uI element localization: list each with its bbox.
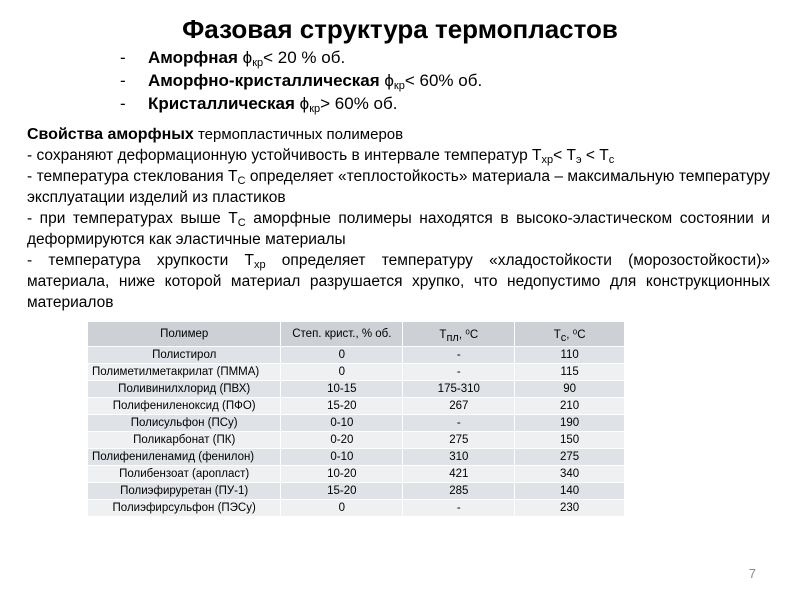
phase-list bbox=[120, 46, 482, 115]
cell-glass-temp: 275 bbox=[515, 449, 625, 466]
table-row bbox=[88, 483, 625, 500]
table-row bbox=[88, 449, 625, 466]
cell-polymer: Полибензоат (аропласт) bbox=[88, 466, 281, 483]
table-row bbox=[88, 364, 625, 381]
cell-crystallinity: 0 bbox=[281, 347, 403, 364]
cell-melting-temp: 421 bbox=[403, 466, 515, 483]
cell-melting-temp: 285 bbox=[403, 483, 515, 500]
cell-crystallinity: 10-20 bbox=[281, 466, 403, 483]
cell-glass-temp: 115 bbox=[515, 364, 625, 381]
properties-heading: Свойства аморфных термопластичных полимеров bbox=[27, 126, 404, 143]
cell-glass-temp: 150 bbox=[515, 432, 625, 449]
cell-melting-temp: 267 bbox=[403, 398, 515, 415]
table-row bbox=[88, 347, 625, 364]
cell-polymer: Полифениленоксид (ПФО) bbox=[88, 398, 281, 415]
cell-crystallinity: 15-20 bbox=[281, 398, 403, 415]
cell-melting-temp: 275 bbox=[403, 432, 515, 449]
page-number: 7 bbox=[748, 566, 756, 581]
polymer-table bbox=[87, 321, 625, 517]
cell-crystallinity: 0 bbox=[281, 500, 403, 517]
property-item: - температура хрупкости $Т_{хр}$ определяет температуру «хладостойкости (морозостойкости)» материала, ниже которой материал разрушается хрупко, что недопустимо для конструкционных материалов bbox=[27, 252, 770, 311]
cell-glass-temp: 210 bbox=[515, 398, 625, 415]
cell-crystallinity: 0-10 bbox=[281, 449, 403, 466]
cell-crystallinity: 0-10 bbox=[281, 415, 403, 432]
table-header-row bbox=[88, 322, 625, 347]
table-row bbox=[88, 415, 625, 432]
cell-crystallinity: 15-20 bbox=[281, 483, 403, 500]
cell-glass-temp: 110 bbox=[515, 347, 625, 364]
cell-glass-temp: 190 bbox=[515, 415, 625, 432]
header-melting-temp: $Т_{пл}$, ⁰С bbox=[403, 322, 515, 347]
table-row bbox=[88, 398, 625, 415]
cell-glass-temp: 90 bbox=[515, 381, 625, 398]
cell-polymer: Полифениленамид (фенилон) bbox=[88, 449, 281, 466]
phase-item: - Кристаллическая $\phi_{кр}> 60\%$ об. bbox=[120, 94, 398, 115]
table-row bbox=[88, 500, 625, 517]
cell-melting-temp: 175-310 bbox=[403, 381, 515, 398]
cell-melting-temp: - bbox=[403, 500, 515, 517]
slide-title: Фазовая структура термопластов bbox=[182, 14, 618, 44]
property-item: - сохраняют деформационную устойчивость в интервале температур $T_{хр}< T_э < T_c$ bbox=[27, 147, 615, 166]
cell-glass-temp: 140 bbox=[515, 483, 625, 500]
cell-glass-temp: 230 bbox=[515, 500, 625, 517]
cell-polymer: Полиэфируретан (ПУ-1) bbox=[88, 483, 281, 500]
cell-polymer: Поливинилхлорид (ПВХ) bbox=[88, 381, 281, 398]
phase-name: Аморфно-кристаллическая bbox=[148, 71, 380, 90]
phase-name: Аморфная bbox=[148, 48, 238, 67]
cell-crystallinity: 0 bbox=[281, 364, 403, 381]
table-row bbox=[88, 432, 625, 449]
cell-polymer: Поликарбонат (ПК) bbox=[88, 432, 281, 449]
phase-name: Кристаллическая bbox=[148, 94, 295, 113]
cell-melting-temp: 310 bbox=[403, 449, 515, 466]
property-item: - при температурах выше $Т_С$ аморфные полимеры находятся в высоко-эластическом состоянии и деформируются как эластичные материалы bbox=[27, 210, 770, 248]
table-row bbox=[88, 466, 625, 483]
cell-melting-temp: - bbox=[403, 415, 515, 432]
header-polymer: Полимер bbox=[88, 322, 281, 347]
cell-crystallinity: 0-20 bbox=[281, 432, 403, 449]
header-glass-temp: $Т_с$, ⁰С bbox=[515, 322, 625, 347]
cell-crystallinity: 10-15 bbox=[281, 381, 403, 398]
cell-melting-temp: - bbox=[403, 347, 515, 364]
phase-item: - Аморфная $\phi_{кр}< 20$ % об. bbox=[120, 48, 346, 69]
property-item: - температура стеклования $Т_С$ определяет «теплостойкость» материала – максимальную температуру эксплуатации изделий из пластиков bbox=[27, 168, 770, 206]
table-row bbox=[88, 381, 625, 398]
header-crystallinity: Степ. крист., % об. bbox=[281, 322, 403, 347]
cell-polymer: Полисульфон (ПСу) bbox=[88, 415, 281, 432]
cell-glass-temp: 340 bbox=[515, 466, 625, 483]
cell-polymer: Полистирол bbox=[88, 347, 281, 364]
phase-item: - Аморфно-кристаллическая $\phi_{кр}< 60\%$ об. bbox=[120, 71, 483, 92]
properties-section bbox=[27, 124, 770, 313]
cell-melting-temp: - bbox=[403, 364, 515, 381]
cell-polymer: Полиэфирсульфон (ПЭСу) bbox=[88, 500, 281, 517]
cell-polymer: Полиметилметакрилат (ПММА) bbox=[88, 364, 281, 381]
